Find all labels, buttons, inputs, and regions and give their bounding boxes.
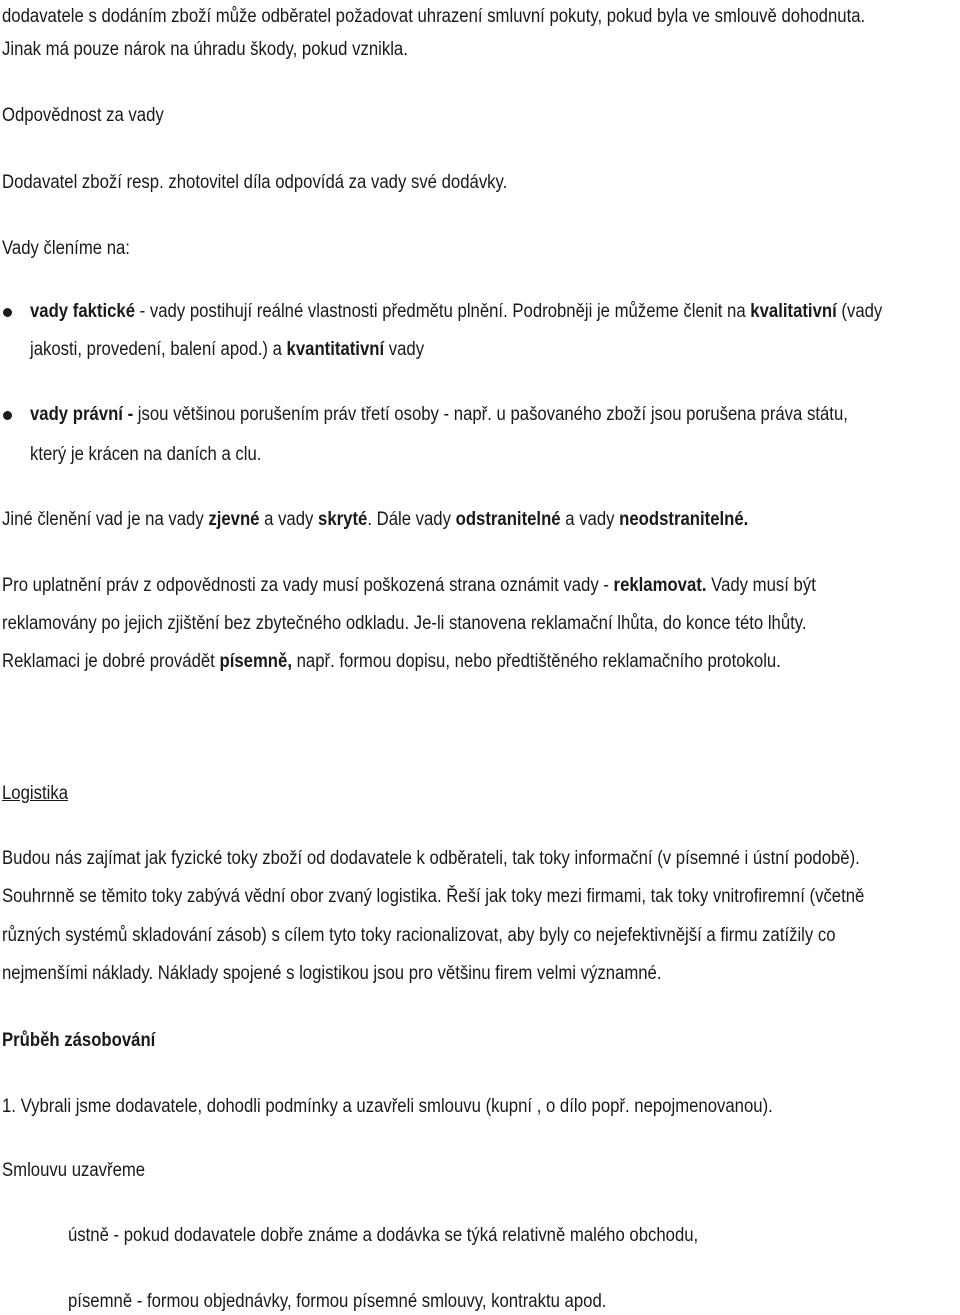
bold-text: neodstranitelné.: [619, 509, 749, 530]
text-run: např. formou dopisu, nebo předtištěného reklamačního protokolu.: [291, 651, 781, 672]
bold-text: kvantitativní: [286, 339, 385, 360]
bold-text: kvalitativní: [750, 301, 837, 322]
bold-text: zjevné: [208, 509, 260, 530]
zasobovani-paragraph-2: Smlouvu uzavřeme: [2, 1160, 146, 1181]
bold-text: vady faktické: [30, 301, 136, 322]
logistika-line-1: Budou nás zajímat jak fyzické toky zboží od dodavatele k odběrateli, tak toky informační (v písemné i ústní podobě).: [2, 848, 860, 869]
bullet-1-line-2: [30, 337, 424, 363]
text-run: Vady musí být: [706, 575, 816, 596]
logistika-heading: [2, 781, 68, 807]
logistika-line-4: nejmenšími náklady. Náklady spojené s logistikou jsou pro většinu firem velmi významné.: [2, 963, 662, 984]
bullet-icon: [3, 411, 12, 420]
zasobovani-item-1: ústně - pokud dodavatele dobře známe a dodávka se týká relativně malého obchodu,: [68, 1225, 699, 1246]
bold-text: vady právní -: [30, 404, 134, 425]
intro-line-2: Jinak má pouze nárok na úhradu škody, pokud vznikla.: [2, 39, 408, 60]
vady-paragraph-4-line-1: [2, 573, 816, 599]
text-run: - vady postihují reálné vlastnosti předmětu plnění. Podrobněji je můžeme členit na: [135, 301, 751, 322]
zasobovani-heading: Průběh zásobování: [2, 1030, 156, 1051]
vady-paragraph-1: Dodavatel zboží resp. zhotovitel díla odpovídá za vady své dodávky.: [2, 172, 508, 193]
bold-text: písemně,: [219, 651, 292, 672]
vady-paragraph-4-line-3: [2, 649, 781, 675]
text-run: jakosti, provedení, balení apod.) a: [30, 339, 287, 360]
text-run: a vady: [259, 509, 319, 530]
text-run: jsou většinou porušením práv třetí osoby - např. u pašovaného zboží jsou porušena práva státu,: [133, 404, 848, 425]
underlined-text: Logistika: [2, 783, 68, 804]
logistika-line-3: různých systémů skladování zásob) s cílem tyto toky racionalizovat, aby byly co nejefektivnější a firmu zatížily co: [2, 925, 836, 946]
vady-paragraph-2: Vady členíme na:: [2, 238, 130, 259]
bold-text: skryté: [318, 509, 368, 530]
vady-paragraph-3: [2, 507, 748, 533]
text-run: Reklamaci je dobré provádět: [2, 651, 220, 672]
zasobovani-item-2: písemně - formou objednávky, formou písemné smlouvy, kontraktu apod.: [68, 1291, 607, 1312]
bold-text: reklamovat.: [613, 575, 707, 596]
bullet-icon: [3, 308, 12, 317]
text-run: vady: [384, 339, 425, 360]
bullet-2-line-1: [30, 402, 848, 428]
logistika-line-2: Souhrnně se těmito toky zabývá vědní obor zvaný logistika. Řeší jak toky mezi firmami, tak toky vnitrofiremní (včetně: [2, 886, 865, 907]
text-run: Jiné členění vad je na vady: [2, 509, 209, 530]
text-run: a vady: [560, 509, 620, 530]
bold-text: odstranitelné: [455, 509, 561, 530]
text-run: . Dále vady: [367, 509, 456, 530]
vady-heading: Odpovědnost za vady: [2, 105, 164, 126]
zasobovani-paragraph-1: 1. Vybrali jsme dodavatele, dohodli podmínky a uzavřeli smlouvu (kupní , o dílo popř. nepojmenovanou).: [2, 1096, 773, 1117]
text-run: Pro uplatnění práv z odpovědnosti za vady musí poškozená strana oznámit vady -: [2, 575, 614, 596]
bullet-2-line-2: který je krácen na daních a clu.: [30, 444, 262, 465]
intro-line-1: dodavatele s dodáním zboží může odběratel požadovat uhrazení smluvní pokuty, pokud byla ve smlouvě dohodnuta.: [2, 6, 866, 27]
vady-paragraph-4-line-2: reklamovány po jejich zjištění bez zbytečného odkladu. Je-li stanovena reklamační lhůta, do konce této lhůty.: [2, 613, 807, 634]
bullet-1-line-1: [30, 299, 882, 325]
text-run: (vady: [836, 301, 883, 322]
